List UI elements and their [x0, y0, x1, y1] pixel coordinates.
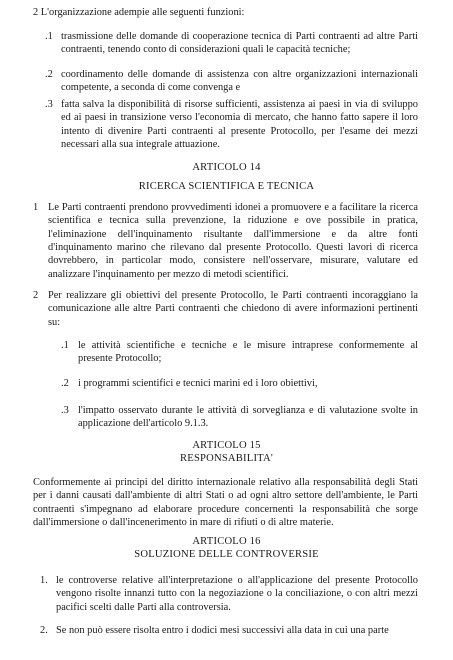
list-item-text: i programmi scientifici e tecnici marini ed i loro obiettivi,: [78, 378, 318, 389]
section-intro: 2 L'organizzazione adempie alle seguenti funzioni:: [33, 7, 245, 18]
list-item-number: .2: [61, 378, 69, 389]
list-item-text: le attività scientifiche e tecniche e le misure intraprese conformemente al presente Protocollo;: [78, 340, 418, 365]
list-item-text: Se non può essere risolta entro i dodici mesi successivi alla data in cui una parte: [56, 625, 389, 636]
article-title: SOLUZIONE DELLE CONTROVERSIE: [134, 549, 319, 560]
list-item-number: 1.: [40, 575, 48, 586]
paragraph-number: 1: [33, 202, 39, 213]
list-item-number: .1: [45, 31, 53, 42]
list-item-text: le controverse relative all'interpretazione o all'applicazione del presente Protocollo vengono risolte innanzi tutto con la negoziazione o la conciliazione, o con altri mezzi pacifici scelti dalle Parti alla controversia.: [56, 575, 418, 613]
paragraph-number: 2: [33, 290, 39, 301]
list-item-text: trasmissione delle domande di cooperazione tecnica di Parti contraenti ad altre Parti contraenti, tenendo conto di considerazioni quali le capacità tecniche;: [61, 31, 418, 56]
article-heading: ARTICOLO 16: [192, 536, 261, 547]
article-title: RESPONSABILITA': [180, 453, 273, 464]
list-item-text: l'impatto osservato durante le attività di sorveglianza e di valutazione svolte in applicazione dell'articolo 9.1.3.: [78, 405, 418, 430]
paragraph-text: Le Parti contraenti prendono provvedimenti idonei a promuovere e a facilitare la ricerca scientifica e tecnica sulla prevenzione, la riduzione e ove possibile in pratica, l'eliminazione dell'inquinamento risultante dall'immersione e da altre fonti d'inquinamento marino che rilevano dal presente Protocollo. Questi lavori di ricerca dovrebbero, in particolar modo, consistere nell'osservare, misurare, valutare ed analizzare l'inquinamento per mezzo di metodi scientifici.: [48, 202, 418, 280]
list-item-text: coordinamento delle domande di assistenza con altre organizzazioni internazionali competente, a seconda di come convenga e: [61, 69, 418, 94]
list-item-number: .3: [45, 99, 53, 110]
list-item-number: 2.: [40, 625, 48, 636]
article-title: RICERCA SCIENTIFICA E TECNICA: [138, 181, 315, 192]
list-item-number: .2: [45, 69, 53, 80]
list-item-text: fatta salva la disponibilità di risorse sufficienti, assistenza ai paesi in via di sviluppo ed ai paesi in transizione verso l'economia di mercato, che hanno fatto sapere il loro intento di divenire Parti contraenti al presente Protocollo, per l'esame dei mezzi necessari alla sua integrale attuazione.: [61, 99, 418, 150]
article-heading: ARTICOLO 14: [192, 162, 261, 173]
paragraph-text: Conformemente ai principi del diritto internazionale relativo alla responsabilità degli Stati per i danni causati dall'ambiente di altri Stati o ad ogni altro settore dell'ambiente, le Parti contraenti s'impegnano ad elaborare procedure concernenti la responsabilità che sorge dall'immersione o dall'incenerimento in mare di rifiuti o di altre materie.: [33, 477, 418, 528]
list-item-number: .3: [61, 405, 69, 416]
article-heading: ARTICOLO 15: [192, 440, 261, 451]
list-item-number: .1: [61, 340, 69, 351]
paragraph-text: Per realizzare gli obiettivi del presente Protocollo, le Parti contraenti incoraggiano la comunicazione alle altre Parti contraenti che chiedono di avere informazioni pertinenti su:: [48, 290, 418, 328]
